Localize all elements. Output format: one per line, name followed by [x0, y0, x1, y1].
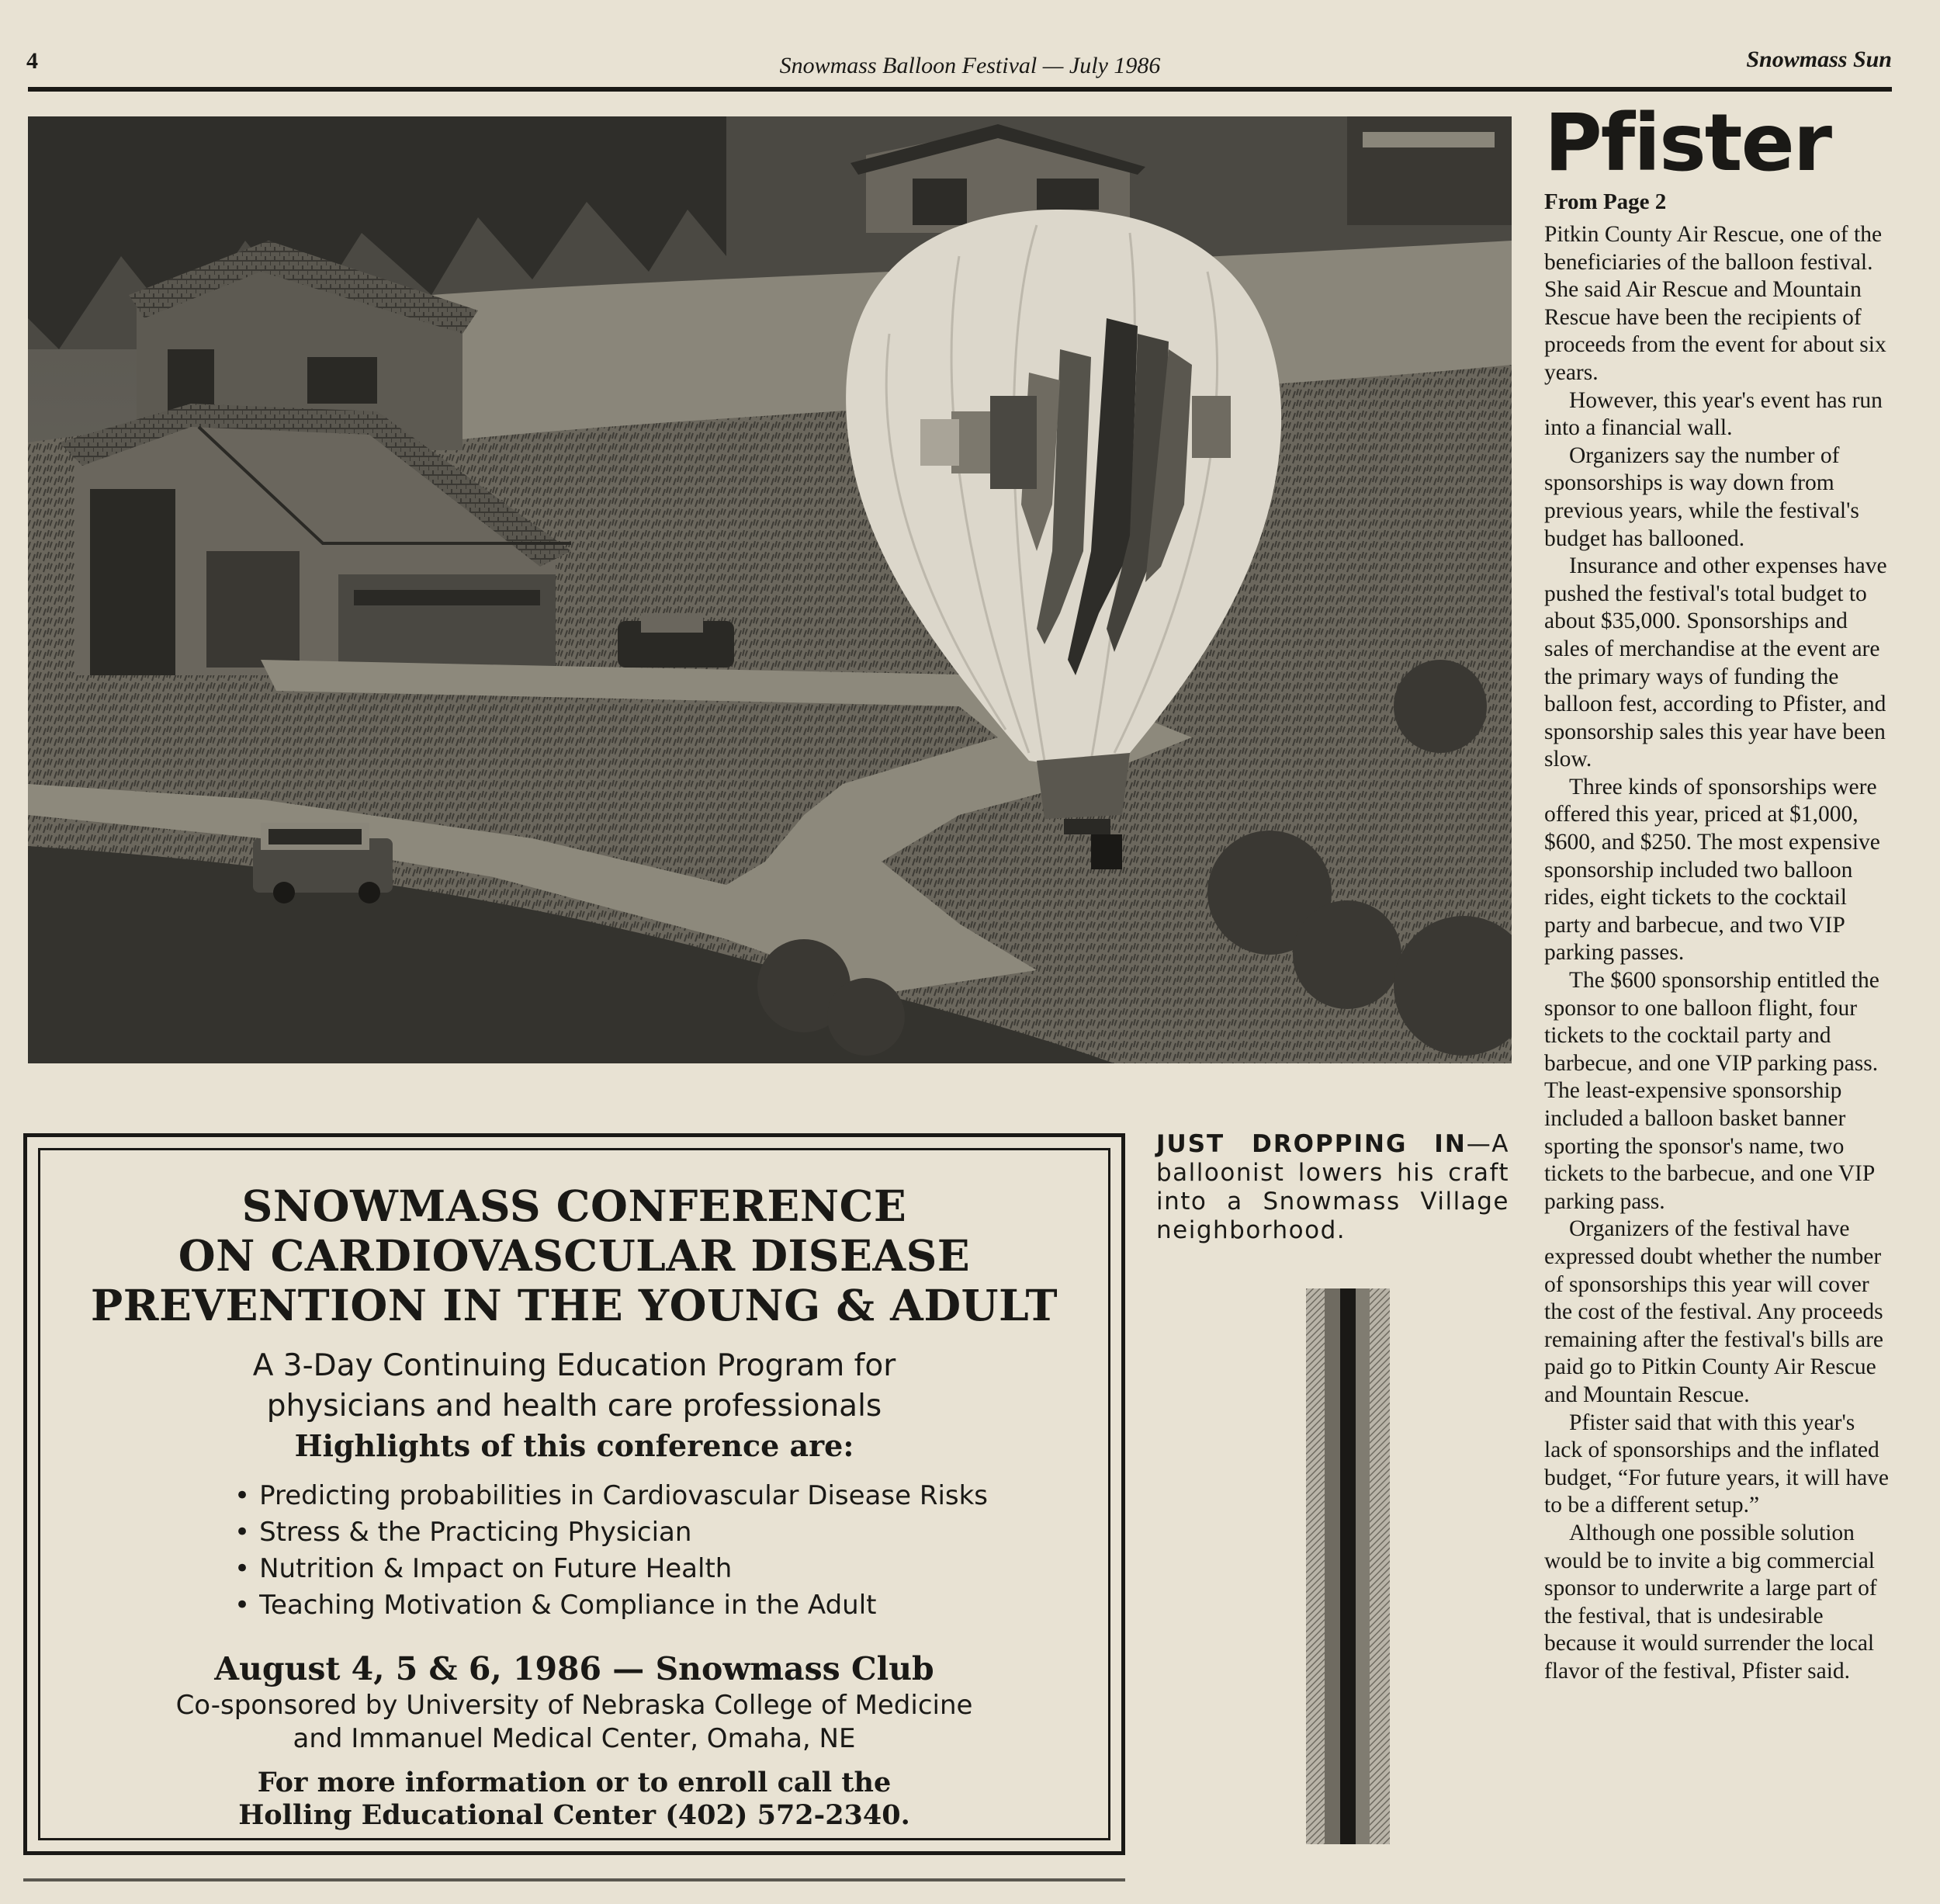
ad-title-line: PREVENTION IN THE YOUNG & ADULT: [90, 1280, 1058, 1330]
ad-inner-frame: [38, 1148, 1110, 1840]
photo-balloon-over-neighborhood-icon: [28, 116, 1512, 1063]
article-column: [1544, 97, 1892, 1685]
article-body: [1544, 221, 1892, 1685]
ad-contact-line: For more information or to enroll call the: [257, 1767, 892, 1798]
ad-contact-line: Holling Educational Center (402) 572-2340.: [238, 1799, 910, 1831]
running-head: Snowmass Balloon Festival — July 1986: [779, 53, 1161, 78]
article-paragraph: Three kinds of sponsorships were offered this year, priced at $1,000, $600, and $250. The most expensive sponsorship included two balloon rides, eight tickets to the cocktail party and barbecue, and two VIP parking passes.: [1544, 774, 1880, 966]
bottom-rule: [23, 1878, 1125, 1881]
ad-subtitle-line: A 3-Day Continuing Education Program for: [252, 1348, 896, 1383]
ad-title-line: ON CARDIOVASCULAR DISEASE: [178, 1230, 971, 1281]
decorative-stripe-bar: [1306, 1288, 1390, 1844]
header-rule: [28, 87, 1892, 92]
ad-highlight-item: • Stress & the Practicing Physician: [234, 1514, 1108, 1551]
article-paragraph: Pitkin County Air Rescue, one of the beneficiaries of the balloon festival. She said Air Rescue and Mountain Rescue have been the recipients of proceeds from the event for about six years.: [1544, 222, 1886, 385]
ad-cosponsor: [40, 1689, 1108, 1756]
caption-kicker: JUST DROPPING IN: [1156, 1130, 1467, 1158]
article-paragraph: The $600 sponsorship entitled the sponsor to one balloon flight, four tickets to the cocktail party and barbecue, and one VIP parking pass. The least-expensive sponsorship included a balloon basket banner sporting the sponsor's name, two tickets to the barbecue, and one VIP parking pass.: [1544, 968, 1879, 1214]
ad-highlight-item: • Nutrition & Impact on Future Health: [234, 1551, 1108, 1587]
article-paragraph: However, this year's event has run into a financial wall.: [1544, 387, 1883, 441]
jump-line: From Page 2: [1544, 189, 1667, 214]
ad-subtitle-line: physicians and health care professionals: [266, 1389, 882, 1424]
article-paragraph: Organizers of the festival have expressed doubt whether the number of sponsorships this year will cover the cost of the festival. Any proceeds remaining after the festival's bills are paid go to Pitkin County Air Rescue and Mountain Rescue.: [1544, 1216, 1883, 1407]
photo-caption: [1156, 1130, 1509, 1245]
ad-dates: August 4, 5 & 6, 1986 — Snowmass Club: [214, 1650, 934, 1687]
conference-advertisement: [23, 1133, 1125, 1855]
ad-highlight-item: • Teaching Motivation & Compliance in the Adult: [234, 1587, 1108, 1624]
article-headline: Pfister: [1544, 97, 1831, 189]
article-paragraph: Organizers say the number of sponsorships is way down from previous years, while the festival's budget has ballooned.: [1544, 442, 1859, 551]
stripe-bar-icon: [1306, 1288, 1390, 1844]
ad-highlights-list: [234, 1478, 1108, 1624]
article-paragraph: Pfister said that with this year's lack of sponsorships and the inflated budget, “For future years, it will have to be a different setup.”: [1544, 1410, 1890, 1518]
ad-contact: [40, 1767, 1108, 1832]
balloon-photo: [28, 116, 1512, 1063]
ad-title: [40, 1181, 1108, 1330]
ad-subtitle: [40, 1346, 1108, 1427]
ad-highlights-heading: Highlights of this conference are:: [294, 1428, 854, 1463]
ad-highlight-item: • Predicting probabilities in Cardiovascular Disease Risks: [234, 1478, 1108, 1514]
ad-title-line: SNOWMASS CONFERENCE: [241, 1181, 907, 1231]
newspaper-name: Snowmass Sun: [1746, 47, 1892, 72]
page-number: 4: [26, 48, 38, 74]
article-paragraph: Although one possible solution would be to invite a big commercial sponsor to underwrite a large part of the festival, that is undesirable because it would surrender the local flavor of the festival, Pfister said.: [1544, 1520, 1877, 1684]
article-paragraph: Insurance and other expenses have pushed the festival's total budget to about $35,000. Sponsorships and sales of merchandise at the event are the primary ways of funding the balloon fest, according to Pfister, and sponsorship sales this year have been slow.: [1544, 553, 1887, 772]
caption-text: —A balloonist lowers his craft into a Snowmass Village neighborhood.: [1156, 1130, 1509, 1244]
ad-cosponsor-line: Co-sponsored by University of Nebraska College of Medicine: [175, 1690, 973, 1721]
ad-cosponsor-line: and Immanuel Medical Center, Omaha, NE: [293, 1723, 856, 1754]
